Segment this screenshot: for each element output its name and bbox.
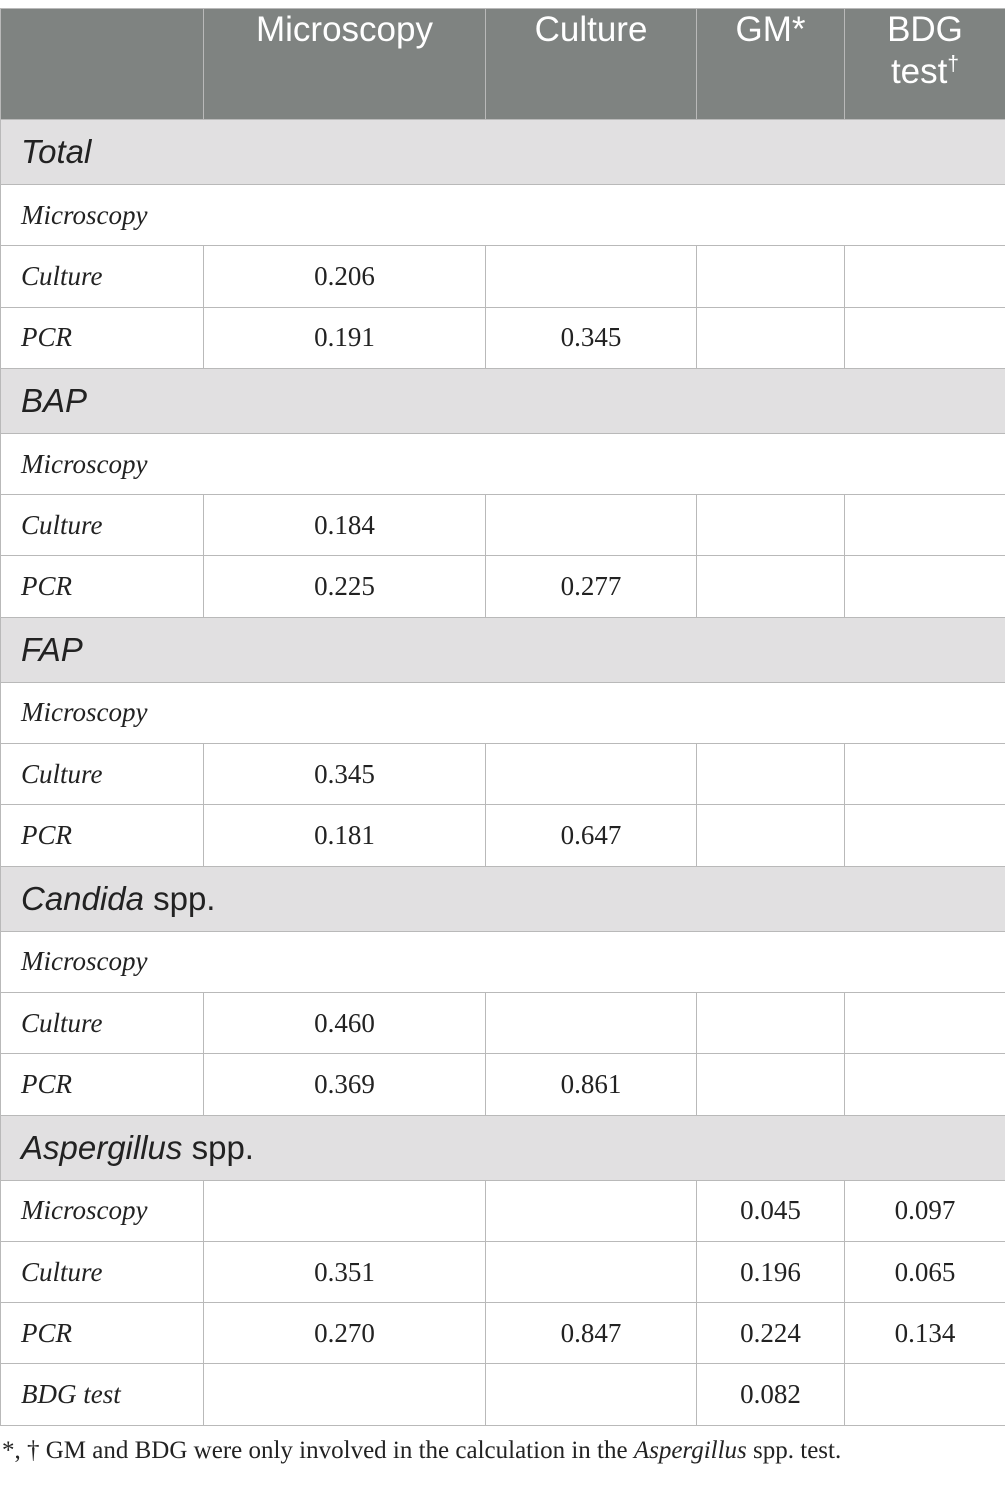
table-cell (697, 744, 845, 805)
header-bdg-line2: test (890, 52, 948, 91)
row-label: Microscopy (1, 682, 1005, 743)
correlation-table (0, 8, 1005, 1426)
row-label: Culture (1, 1241, 204, 1302)
row-label: Culture (1, 992, 204, 1053)
section-title (1, 368, 1005, 433)
row-label: PCR (1, 1054, 204, 1115)
table-cell (204, 1180, 486, 1241)
table-row (1, 682, 1005, 743)
table-cell: 0.861 (486, 1054, 697, 1115)
table-row (1, 185, 1005, 246)
row-label: Microscopy (1, 1180, 204, 1241)
table-row (1, 1054, 1005, 1115)
table-cell: 0.184 (204, 495, 486, 556)
table-cell (204, 1364, 486, 1425)
table-cell (486, 1180, 697, 1241)
table-cell: 0.647 (486, 805, 697, 866)
table-row (1, 744, 1005, 805)
section-title-italic: Aspergillus (21, 1128, 183, 1166)
table-cell (486, 495, 697, 556)
section-row (1, 866, 1005, 931)
table-cell (697, 805, 845, 866)
header-blank (1, 9, 204, 120)
table-footnote (2, 1437, 1002, 1465)
table-cell: 0.181 (204, 805, 486, 866)
section-title-italic: Total (21, 133, 92, 170)
table-cell: 0.460 (204, 992, 486, 1053)
row-label: Microscopy (1, 185, 1005, 246)
table-cell (697, 556, 845, 617)
section-title-italic: FAP (21, 630, 83, 668)
row-label: PCR (1, 307, 204, 368)
row-label: Culture (1, 246, 204, 307)
table-row (1, 246, 1005, 307)
table-cell: 0.224 (697, 1303, 845, 1364)
section-title (1, 617, 1005, 682)
header-gm-label: GM (735, 10, 792, 49)
section-title-italic: Candida (21, 879, 144, 917)
table-row (1, 1241, 1005, 1302)
table-cell (486, 744, 697, 805)
section-title (1, 120, 1005, 185)
row-label: Culture (1, 744, 204, 805)
table-cell (845, 1054, 1005, 1115)
table-cell: 0.345 (204, 744, 486, 805)
footnote-text-2: spp. test. (746, 1437, 842, 1464)
table-body (1, 120, 1005, 1426)
table-row (1, 433, 1005, 494)
table-cell: 0.196 (697, 1241, 845, 1302)
section-row (1, 120, 1005, 185)
row-label: PCR (1, 1303, 204, 1364)
row-label: BDG test (1, 1364, 204, 1425)
table-cell (845, 495, 1005, 556)
table-cell (486, 1364, 697, 1425)
table-cell (845, 1364, 1005, 1425)
footnote-text-1: *, † GM and BDG were only involved in the calculation in the (2, 1437, 634, 1464)
table-cell (486, 246, 697, 307)
table-cell (697, 307, 845, 368)
row-label: Culture (1, 495, 204, 556)
header-culture: Culture (486, 9, 697, 120)
table-cell: 0.082 (697, 1364, 845, 1425)
section-row (1, 617, 1005, 682)
table-cell: 0.134 (845, 1303, 1005, 1364)
table-row (1, 1303, 1005, 1364)
table-row (1, 931, 1005, 992)
header-bdg-mark: † (947, 52, 960, 76)
table-cell (697, 992, 845, 1053)
table-row (1, 307, 1005, 368)
section-title (1, 1115, 1005, 1180)
table-cell (845, 556, 1005, 617)
table-row (1, 992, 1005, 1053)
row-label: Microscopy (1, 433, 1005, 494)
section-row (1, 368, 1005, 433)
table-row (1, 495, 1005, 556)
header-bdg-line1: BDG (887, 10, 963, 49)
table-cell: 0.345 (486, 307, 697, 368)
section-title-plain: spp. (182, 1128, 254, 1166)
table-cell: 0.206 (204, 246, 486, 307)
table-row (1, 556, 1005, 617)
section-title-plain: spp. (143, 879, 216, 917)
table-cell (845, 307, 1005, 368)
table-row (1, 1180, 1005, 1241)
table-cell: 0.225 (204, 556, 486, 617)
table-cell (486, 992, 697, 1053)
table-cell (697, 495, 845, 556)
table-row (1, 805, 1005, 866)
row-label: PCR (1, 556, 204, 617)
table-cell (845, 744, 1005, 805)
table-cell: 0.369 (204, 1054, 486, 1115)
table-cell: 0.351 (204, 1241, 486, 1302)
table-cell: 0.277 (486, 556, 697, 617)
table-cell (845, 805, 1005, 866)
table-cell: 0.270 (204, 1303, 486, 1364)
header-gm-mark: * (791, 10, 806, 49)
table-cell: 0.065 (845, 1241, 1005, 1302)
table-cell (697, 1054, 845, 1115)
table-cell: 0.847 (486, 1303, 697, 1364)
section-title (1, 866, 1005, 931)
header-gm (697, 9, 845, 120)
table-cell (845, 246, 1005, 307)
section-row (1, 1115, 1005, 1180)
table-row (1, 1364, 1005, 1425)
footnote-italic: Aspergillus (633, 1437, 747, 1464)
row-label: Microscopy (1, 931, 1005, 992)
table-cell (845, 992, 1005, 1053)
header-row (1, 9, 1005, 120)
table-cell: 0.045 (697, 1180, 845, 1241)
table-cell (486, 1241, 697, 1302)
section-title-italic: BAP (21, 381, 88, 419)
row-label: PCR (1, 805, 204, 866)
table-cell: 0.191 (204, 307, 486, 368)
header-bdg (845, 9, 1005, 120)
table-cell: 0.097 (845, 1180, 1005, 1241)
header-microscopy: Microscopy (204, 9, 486, 120)
table-cell (697, 246, 845, 307)
